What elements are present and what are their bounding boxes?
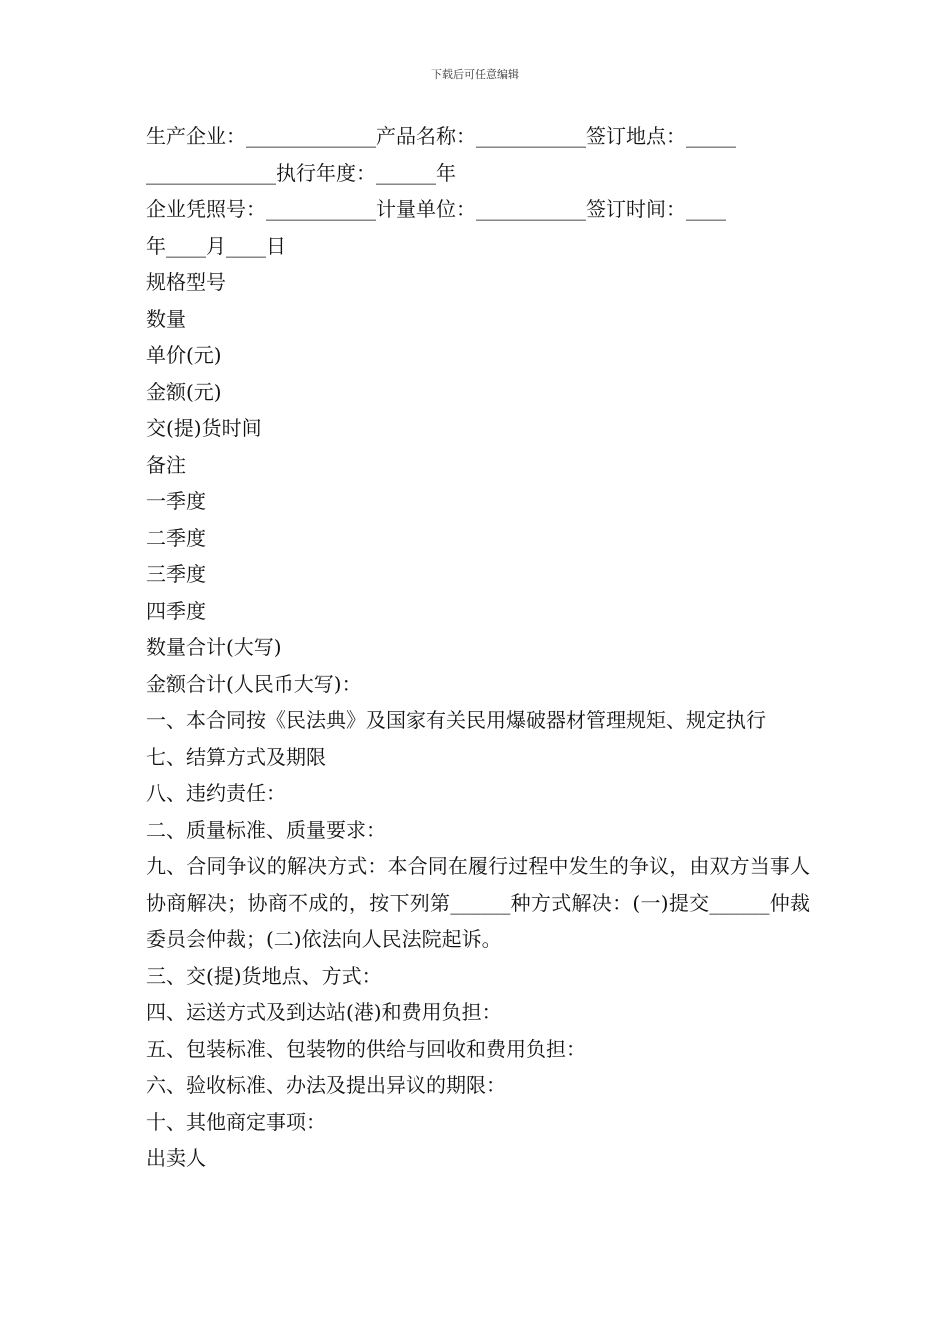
label-amount-total: 金额合计(人民币大写)： [146, 671, 362, 696]
label-q1: 一季度 [146, 489, 206, 513]
form-line-license: 企业凭照号：___________计量单位：___________签订时间：____ [146, 197, 726, 221]
form-line-year: _____________执行年度：______年 [146, 160, 456, 185]
label-delivery-time: 交(提)货时间 [146, 416, 262, 440]
clause-10: 十、其他商定事项： [146, 1109, 326, 1134]
clause-2: 二、质量标准、质量要求： [146, 817, 386, 842]
seller-label: 出卖人 [146, 1146, 206, 1170]
clause-9: 九、合同争议的解决方式：本合同在履行过程中发生的争议，由双方当事人协商解决；协商不成的，按下列第______种方式解决：(一)提交______仲裁委员会仲裁；(二)依法向人民法院起诉。 [146, 854, 810, 951]
clause-1: 一、本合同按《民法典》及国家有关民用爆破器材管理规矩、规定执行 [146, 708, 766, 732]
label-amount: 金额(元) [146, 379, 222, 404]
label-spec-model: 规格型号 [146, 270, 226, 294]
clause-3: 三、交(提)货地点、方式： [146, 963, 382, 988]
label-q4: 四季度 [146, 598, 206, 623]
page-header-note: 下载后可任意编辑 [431, 68, 519, 81]
label-remarks: 备注 [146, 452, 186, 477]
form-line-date: 年____月____日 [146, 233, 286, 258]
clause-4: 四、运送方式及到达站(港)和费用负担： [146, 1000, 502, 1024]
clause-6: 六、验收标准、办法及提出异议的期限： [146, 1073, 506, 1097]
label-q3: 三季度 [146, 562, 206, 586]
label-quantity: 数量 [146, 306, 186, 331]
contract-body [146, 118, 810, 1177]
clause-7: 七、结算方式及期限 [146, 744, 326, 769]
label-q2: 二季度 [146, 525, 206, 550]
clause-8: 八、违约责任： [146, 781, 286, 805]
label-quantity-total: 数量合计(大写) [146, 635, 282, 659]
clause-5: 五、包装标准、包装物的供给与回收和费用负担： [146, 1036, 586, 1061]
form-line-producer: 生产企业：_____________产品名称：___________签订地点：_____ [146, 124, 736, 148]
label-unit-price: 单价(元) [146, 343, 222, 367]
